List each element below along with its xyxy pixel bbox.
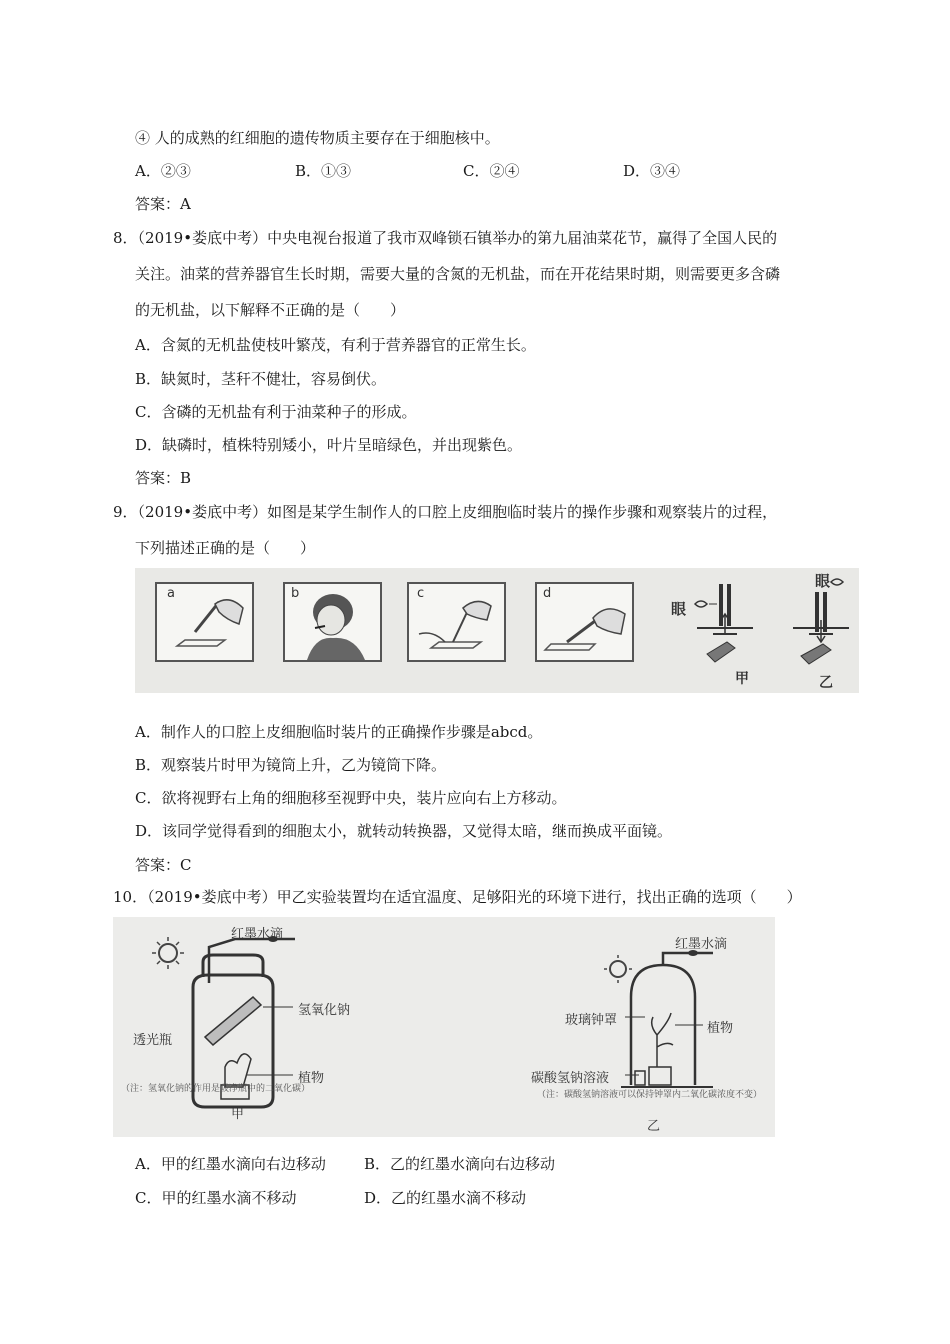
panel-d <box>535 582 634 662</box>
q8-stem-line-2: 关注。油菜的营养器官生长时期，需要大量的含氮的无机盐，而在开花结果时期，则需要更多含磷 <box>135 265 781 283</box>
label-yi: 乙 <box>819 675 833 691</box>
q10-stem-line-1: 10．（2019•娄底中考）甲乙实验装置均在适宜温度、足够阳光的环境下进行，找出正确的选项（ ） <box>113 888 802 906</box>
dropper-slide-drawing <box>157 584 252 660</box>
q9-option-d: D．该同学觉得看到的细胞太小，就转动转换器，又觉得太暗，继而换成平面镜。 <box>135 822 673 840</box>
panel-b-label: b <box>291 586 300 601</box>
microscope-yi-drawing <box>785 576 855 686</box>
jia-bottle-label: 透光瓶 <box>133 1033 173 1048</box>
q8-option-c: C．含磷的无机盐有利于油菜种子的形成。 <box>135 403 417 421</box>
q10-option-b: B．乙的红墨水滴向右边移动 <box>364 1155 556 1173</box>
q9-option-b: B．观察装片时甲为镜筒上升，乙为镜筒下降。 <box>135 756 447 774</box>
panel-b <box>283 582 382 662</box>
yi-bell-label: 玻璃钟罩 <box>565 1013 618 1028</box>
yi-red-drop-label: 红墨水滴 <box>675 937 728 952</box>
q9-option-a: A．制作人的口腔上皮细胞临时装片的正确操作步骤是abcd。 <box>135 723 543 741</box>
student-mouth-drawing <box>285 584 380 660</box>
q9-stem-line-1: 9．（2019•娄底中考）如图是某学生制作人的口腔上皮细胞临时装片的操作步骤和观察装片的过程， <box>113 503 778 521</box>
coverslip-drawing <box>537 584 632 660</box>
q9-option-c: C．欲将视野右上角的细胞移至视野中央，装片应向右上方移动。 <box>135 789 567 807</box>
q8-stem-line-3: 的无机盐，以下解释不正确的是（ ） <box>135 301 406 319</box>
panel-c-label: c <box>417 586 425 601</box>
jia-note: （注：氢氧化钠的作用是吸净瓶中的二氧化碳） <box>121 1084 311 1094</box>
jia-plant-label: 植物 <box>298 1071 325 1086</box>
q7-option-b: B．①③ <box>295 162 352 180</box>
jia-label: 甲 <box>231 1107 245 1122</box>
eye-label-2: 眼 <box>815 572 831 590</box>
q8-option-d: D．缺磷时，植株特别矮小，叶片呈暗绿色，并出现紫色。 <box>135 436 523 454</box>
q10-option-d: D．乙的红墨水滴不移动 <box>364 1189 527 1207</box>
q7-statement-4: ④ 人的成熟的红细胞的遗传物质主要存在于细胞核中。 <box>135 129 500 147</box>
jia-red-drop-label: 红墨水滴 <box>231 927 284 942</box>
panel-a <box>155 582 254 662</box>
q7-option-c: C．②④ <box>463 162 520 180</box>
q9-figure <box>135 568 859 693</box>
label-jia: 甲 <box>735 671 749 687</box>
jia-naoh-label: 氢氧化钠 <box>298 1003 351 1018</box>
q10-figure <box>113 917 775 1137</box>
q7-option-a: A．②③ <box>135 162 191 180</box>
yi-nahco3-label: 碳酸氢钠溶液 <box>531 1071 610 1086</box>
q10-option-a: A．甲的红墨水滴向右边移动 <box>135 1155 326 1173</box>
q9-stem-line-2: 下列描述正确的是（ ） <box>135 539 316 557</box>
panel-c <box>407 582 506 662</box>
panel-a-label: a <box>167 586 175 601</box>
q10-option-c: C．甲的红墨水滴不移动 <box>135 1189 297 1207</box>
q8-option-b: B．缺氮时，茎秆不健壮，容易倒伏。 <box>135 370 387 388</box>
yi-label: 乙 <box>647 1119 661 1134</box>
toothpick-slide-drawing <box>409 584 504 660</box>
yi-note: （注：碳酸氢钠溶液可以保持钟罩内二氧化碳浓度不变） <box>537 1090 763 1100</box>
q7-answer: 答案：A <box>135 195 191 213</box>
q8-option-a: A．含氮的无机盐使枝叶繁茂，有利于营养器官的正常生长。 <box>135 336 536 354</box>
yi-plant-label: 植物 <box>707 1021 734 1036</box>
panel-d-label: d <box>543 586 552 601</box>
q9-answer: 答案：C <box>135 856 192 874</box>
q7-option-d: D．③④ <box>623 162 681 180</box>
eye-label-1: 眼 <box>671 600 687 618</box>
q8-answer: 答案：B <box>135 469 192 487</box>
q8-stem-line-1: 8．（2019•娄底中考）中央电视台报道了我市双峰锁石镇举办的第九届油菜花节，赢得了全国人民的 <box>113 229 778 247</box>
